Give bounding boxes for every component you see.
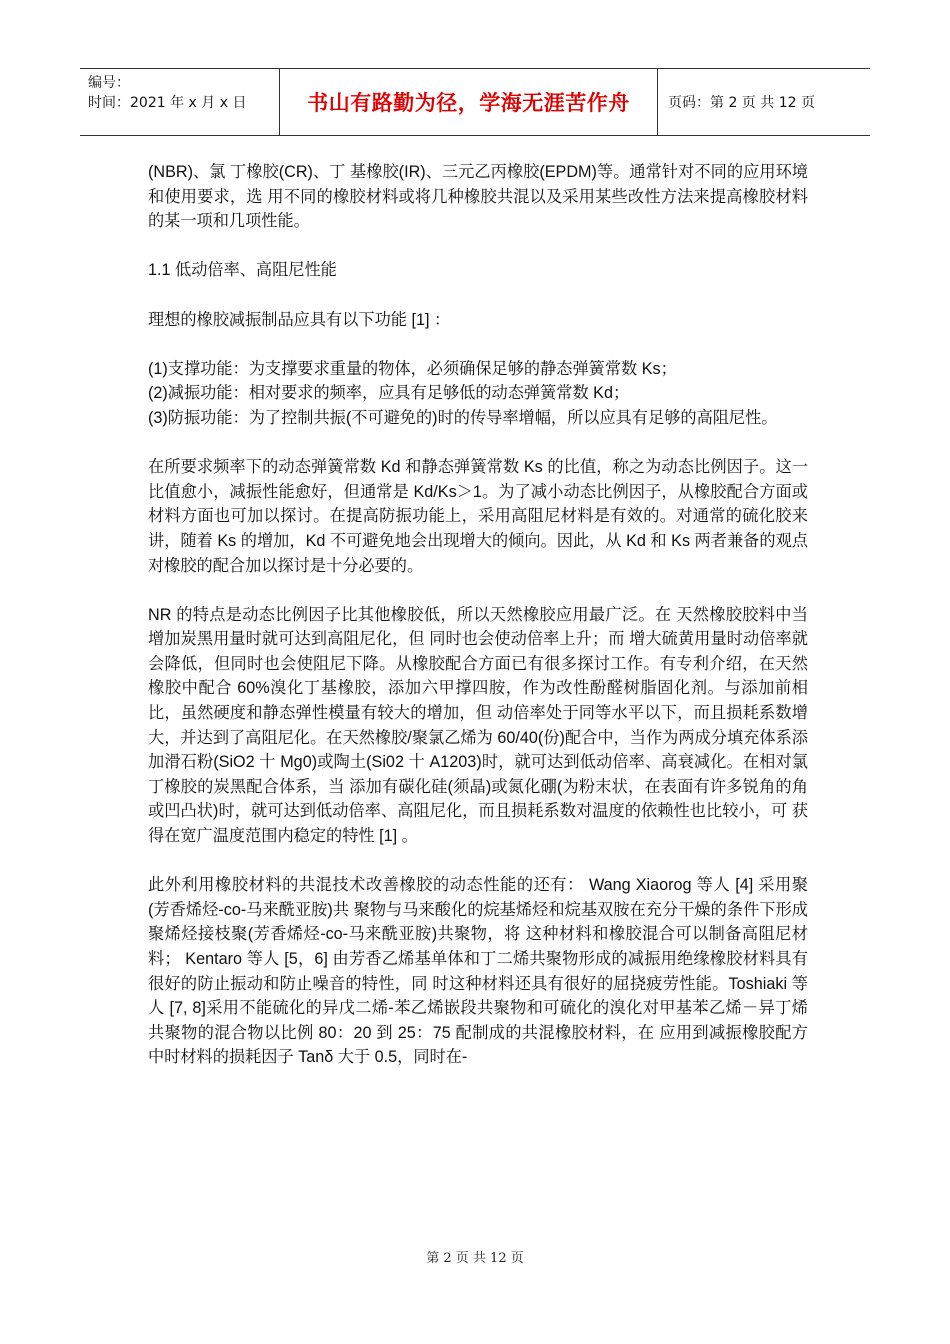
functions-list [148, 357, 808, 431]
functions-intro: 理想的橡胶减振制品应具有以下功能 [1] ： [148, 310, 451, 329]
header-motto: 书山有路勤为径，学海无涯苦作舟 [280, 69, 658, 135]
document-body [148, 160, 808, 1095]
body-paragraph: 此外利用橡胶材料的共混技术改善橡胶的动态性能的还有： Wang Xiaorog 等人 [4] 采用聚(芳香烯烃-co-马来酰亚胺)共 聚物与马来酸化的烷基烯烃和烷基双胺在充分干燥的条件下形成聚烯烃接枝聚(芳香烯烃-co-马来酰亚胺)共聚物，将 这种材料和橡胶混合可以制备高阻尼材料； Kentaro 等人 [5，6] 由芳香乙烯基单体和丁二烯共聚物形成的减振用绝缘橡胶材料具有很好的防止振动和防止噪音的特性，同 时这种材料还具有很好的屈挠疲劳性能。Toshiaki 等人 [7, 8]采用不能硫化的异戊二烯-苯乙烯嵌段共聚物和可硫化的溴化对甲基苯乙烯－异丁烯共聚物的混合物以比例 80：20 到 25：75 配制成的共混橡胶材料，在 应用到减振橡胶配方中时材料的损耗因子 Tanδ 大于 0.5，同时在- [148, 876, 808, 1067]
function-item: (3)防振功能：为了控制共振(不可避免的)时的传导率增幅，所以应具有足够的高阻尼性。 [148, 408, 778, 427]
function-item: (2)减振功能：相对要求的频率，应具有足够低的动态弹簧常数 Kd； [148, 384, 630, 403]
intro-paragraph: (NBR)、氯 丁橡胶(CR)、丁 基橡胶(IR)、三元乙丙橡胶(EPDM)等。通常针对不同的应用环境和使用要求，选 用不同的橡胶材料或将几种橡胶共混以及采用某些改性方法来提高橡胶材料的某一项和几项性能。 [148, 163, 808, 231]
header-meta [80, 69, 280, 135]
document-date: 时间：2021 年 x 月 x 日 [88, 95, 247, 111]
section-heading: 1.1 低动倍率、高阻尼性能 [148, 261, 337, 280]
function-item: (1)支撑功能：为支撑要求重量的物体，必须确保足够的静态弹簧常数 Ks； [148, 359, 677, 378]
header-page-info: 页码：第 2 页 共 12 页 [668, 95, 815, 111]
page-header [80, 68, 870, 136]
body-paragraph: 在所要求频率下的动态弹簧常数 Kd 和静态弹簧常数 Ks 的比值，称之为动态比例因子。这一比值愈小，减振性能愈好，但通常是 Kd/Ks＞1。为了减小动态比例因子，从橡胶配合方面或材料方面也可加以探讨。在提高防振功能上，采用高阻尼材料是有效的。对通常的硫化胶来讲，随着 Ks 的增加，Kd 不可避免地会出现增大的倾向。因此，从 Kd 和 Ks 两者兼备的观点对橡胶的配合加以探讨是十分必要的。 [148, 458, 808, 575]
body-paragraph: NR 的特点是动态比例因子比其他橡胶低，所以天然橡胶应用最广泛。在 天然橡胶胶料中当增加炭黑用量时就可达到高阻尼化，但 同时也会使动倍率上升；而 增大硫黄用量时动倍率就会降低，但同时也会使阻尼下降。从橡胶配合方面已有很多探讨工作。有专利介绍，在天然橡胶中配合 60%溴化丁基橡胶，添加六甲撑四胺，作为改性酚醛树脂固化剂。与添加前相比，虽然硬度和静态弹性模量有较大的增加，但 动倍率处于同等水平以下，而且损耗系数增大，并达到了高阻尼化。在天然橡胶/聚氯乙烯为 60/40(份)配合中，当作为两成分填充体系添加滑石粉(SiO2 十 Mg0)或陶土(Si02 十 A1203)时，就可达到低动倍率、高衰减化。在相对氯丁橡胶的炭黑配合体系，当 添加有碳化硅(须晶)或氮化硼(为粉末状，在表面有许多锐角的角或凹凸状)时，就可达到低动倍率、高阻尼化，而且损耗系数对温度的依赖性也比较小，可 获得在宽广温度范围内稳定的特性 [1] 。 [148, 605, 808, 846]
page-footer: 第 2 页 共 12 页 [426, 1251, 524, 1266]
document-number-label: 编号： [88, 75, 130, 91]
